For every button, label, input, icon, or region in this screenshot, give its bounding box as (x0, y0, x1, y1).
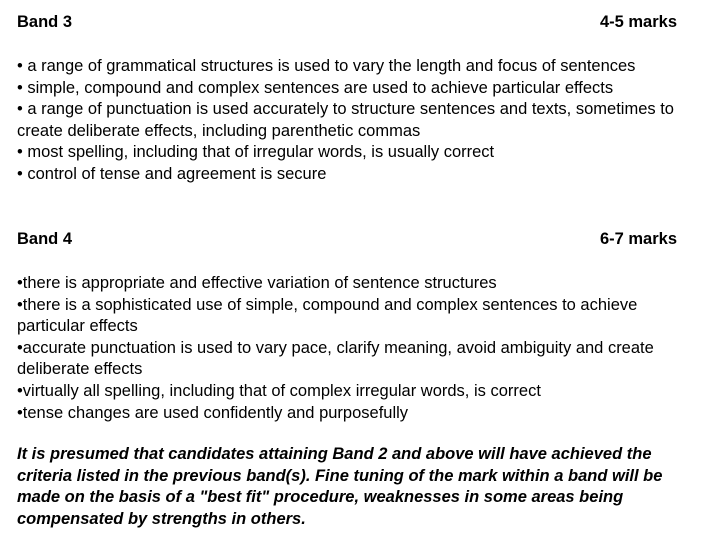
band-3-header (17, 13, 677, 35)
band-4-criteria-list (17, 273, 687, 424)
band-4-criterion: •there is a sophisticated use of simple, compound and complex sentences to achieve particular effects (17, 295, 638, 336)
band-4-criterion: •virtually all spelling, including that of complex irregular words, is correct (17, 381, 541, 400)
band-4-marks: 6-7 marks (599, 230, 677, 248)
band-3-criterion: • control of tense and agreement is secure (17, 164, 327, 183)
band-4-header (17, 230, 677, 252)
band-4-criterion: •there is appropriate and effective variation of sentence structures (17, 274, 497, 292)
band-3-criteria-list (17, 56, 687, 186)
band-3-criterion: • a range of punctuation is used accurately to structure sentences and texts, sometimes to create deliberate effects, including parenthetic commas (17, 100, 674, 140)
band-3-criterion: • most spelling, including that of irregular words, is usually correct (17, 143, 495, 162)
band-3-title: Band 3 (17, 13, 73, 31)
band-4-criterion: •tense changes are used confidently and purposefully (17, 403, 409, 422)
best-fit-note: It is presumed that candidates attaining Band 2 and above will have achieved the criteria listed in the previous band(s). Fine tuning of the mark within a band will be made on the basis of a "best fit" procedure, weaknesses in some areas being compensated by strengths in others. (17, 445, 663, 528)
band-3-criterion: • simple, compound and complex sentences are used to achieve particular effects (17, 78, 614, 97)
band-3-criterion: • a range of grammatical structures is used to vary the length and focus of sentences (17, 57, 636, 75)
band-3-marks: 4-5 marks (599, 13, 677, 31)
band-4-title: Band 4 (17, 230, 73, 248)
band-4-criterion: •accurate punctuation is used to vary pace, clarify meaning, avoid ambiguity and create deliberate effects (17, 338, 654, 379)
